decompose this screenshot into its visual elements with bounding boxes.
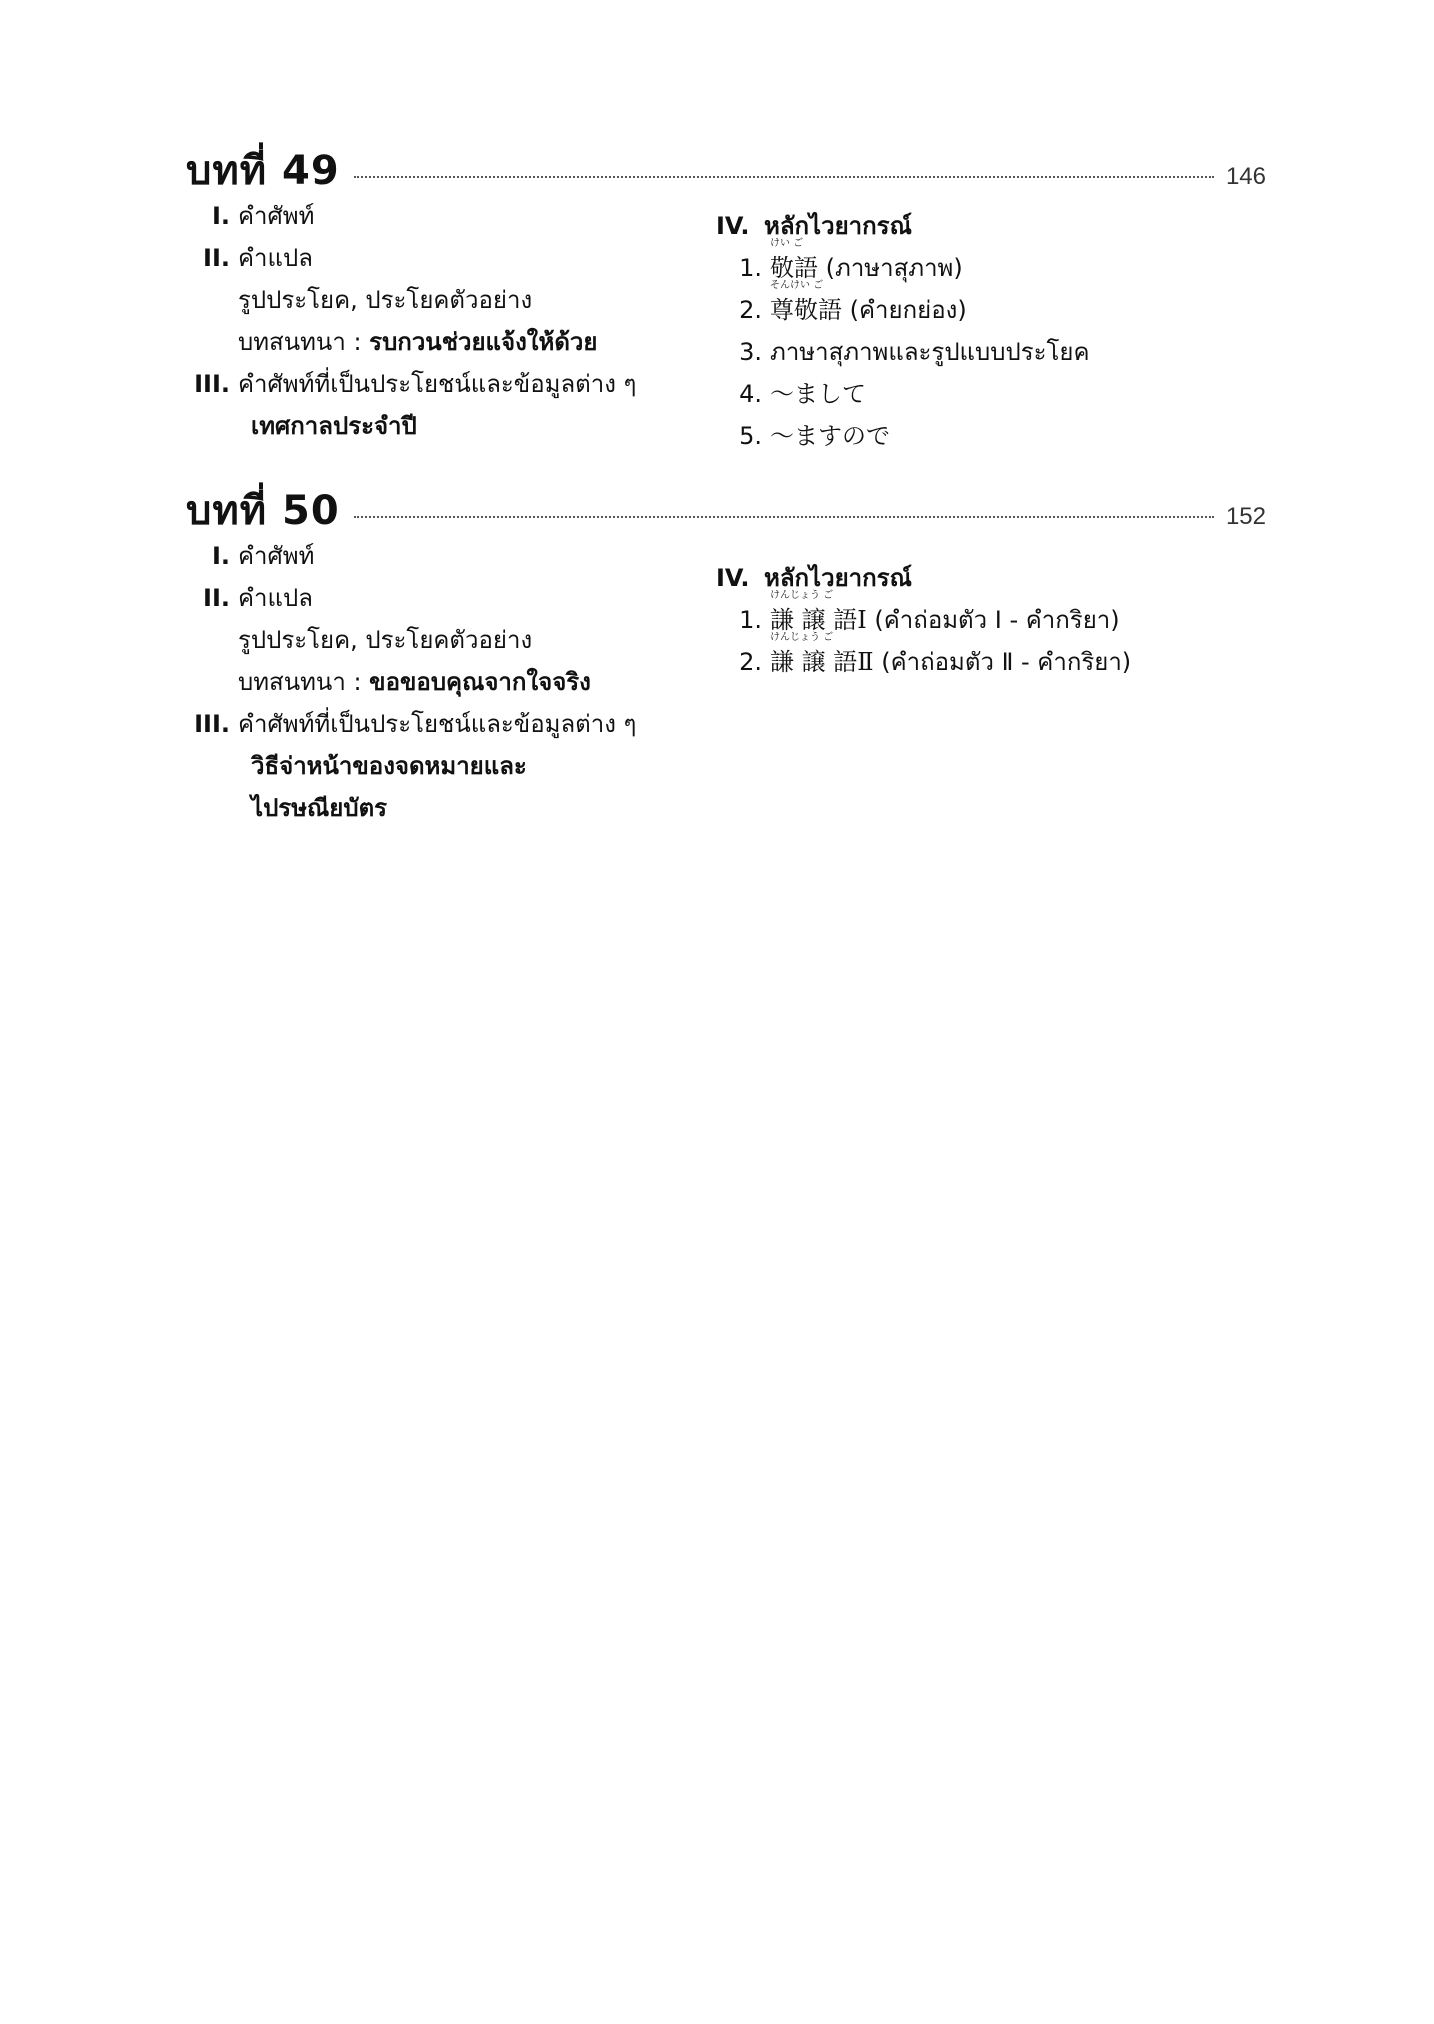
page-number[interactable]: 152 — [1225, 503, 1266, 530]
section-label: คำศัพท์ — [238, 202, 315, 230]
section-number: IV. — [716, 212, 750, 240]
conversation-prefix: บทสนทนา : — [238, 668, 362, 696]
conversation-title: ขอขอบคุณจากใจจริง — [369, 668, 591, 696]
section-label: คำศัพท์ — [238, 542, 315, 570]
section-number: II. — [203, 584, 230, 612]
subsection-letter-addressing[interactable]: วิธีจ่าหน้าของจดหมายและ — [251, 752, 527, 780]
grammar-description: (คำยกย่อง) — [849, 296, 967, 324]
subsection-sentence-patterns[interactable]: รูปประโยค, ประโยคตัวอย่าง — [238, 626, 533, 654]
section-number: II. — [203, 244, 230, 272]
section-translation[interactable] — [186, 582, 313, 614]
subsection-conversation[interactable] — [238, 326, 597, 358]
lesson-title[interactable]: บทที่ 49 — [186, 148, 340, 194]
section-number: III. — [194, 710, 230, 738]
section-label: หลักไวยากรณ์ — [764, 212, 912, 240]
section-useful-info[interactable] — [186, 708, 636, 740]
lesson-heading — [186, 478, 1266, 538]
section-label: คำศัพท์ที่เป็นประโยชน์และข้อมูลต่าง ๆ — [238, 710, 637, 738]
grammar-description: ภาษาสุภาพและรูปแบบประโยค — [770, 338, 1090, 366]
furigana: そんけい ご — [770, 280, 824, 291]
grammar-number: 2. — [739, 648, 762, 676]
japanese-term: 謙 譲 語Ⅱ — [770, 648, 874, 676]
section-grammar[interactable] — [716, 210, 912, 242]
dot-leader — [354, 176, 1214, 178]
grammar-number: 4. — [739, 380, 762, 408]
section-vocabulary[interactable] — [186, 540, 314, 572]
grammar-number: 5. — [739, 422, 762, 450]
grammar-description: (คำถ่อมตัว Ⅱ - คำกริยา) — [881, 648, 1132, 676]
japanese-term: ～ますので — [770, 422, 890, 450]
grammar-item[interactable] — [732, 420, 890, 452]
grammar-number: 2. — [739, 296, 762, 324]
subsection-annual-festivals[interactable]: เทศกาลประจำปี — [251, 412, 417, 440]
section-number: I. — [211, 542, 230, 570]
dot-leader — [354, 516, 1214, 518]
lesson-49 — [186, 138, 1266, 450]
grammar-description: (ภาษาสุภาพ) — [825, 254, 963, 282]
japanese-term: 敬語 — [770, 254, 818, 282]
section-translation[interactable] — [186, 242, 313, 274]
japanese-term: 謙 譲 語Ⅰ — [770, 606, 867, 634]
conversation-prefix: บทสนทนา : — [238, 328, 362, 356]
grammar-number: 1. — [739, 254, 762, 282]
section-label: คำศัพท์ที่เป็นประโยชน์และข้อมูลต่าง ๆ — [238, 370, 637, 398]
grammar-item[interactable] — [732, 632, 1132, 678]
section-useful-info[interactable] — [186, 368, 636, 400]
grammar-description: (คำถ่อมตัว Ⅰ - คำกริยา) — [874, 606, 1120, 634]
section-label: หลักไวยากรณ์ — [764, 564, 912, 592]
grammar-item[interactable] — [732, 238, 963, 284]
lesson-50 — [186, 478, 1266, 822]
furigana: けんじょう ご — [770, 590, 834, 601]
page-number[interactable]: 146 — [1225, 163, 1266, 190]
grammar-number: 1. — [739, 606, 762, 634]
furigana: けんじょう ご — [770, 632, 834, 643]
subsection-postcard[interactable]: ไปรษณียบัตร — [251, 794, 388, 822]
grammar-item[interactable] — [732, 280, 967, 326]
furigana: けい ご — [770, 238, 804, 249]
japanese-term: 尊敬語 — [770, 296, 842, 324]
japanese-term: ～まして — [770, 380, 866, 408]
section-number: I. — [211, 202, 230, 230]
grammar-item[interactable] — [732, 336, 1090, 368]
section-label: คำแปล — [238, 584, 313, 612]
section-number: IV. — [716, 564, 750, 592]
lesson-heading — [186, 138, 1266, 198]
grammar-item[interactable] — [732, 378, 866, 410]
lesson-title[interactable]: บทที่ 50 — [186, 488, 340, 534]
conversation-title: รบกวนช่วยแจ้งให้ด้วย — [369, 328, 598, 356]
subsection-sentence-patterns[interactable]: รูปประโยค, ประโยคตัวอย่าง — [238, 286, 533, 314]
section-label: คำแปล — [238, 244, 313, 272]
section-vocabulary[interactable] — [186, 200, 314, 232]
section-number: III. — [194, 370, 230, 398]
grammar-number: 3. — [739, 338, 762, 366]
subsection-conversation[interactable] — [238, 666, 591, 698]
